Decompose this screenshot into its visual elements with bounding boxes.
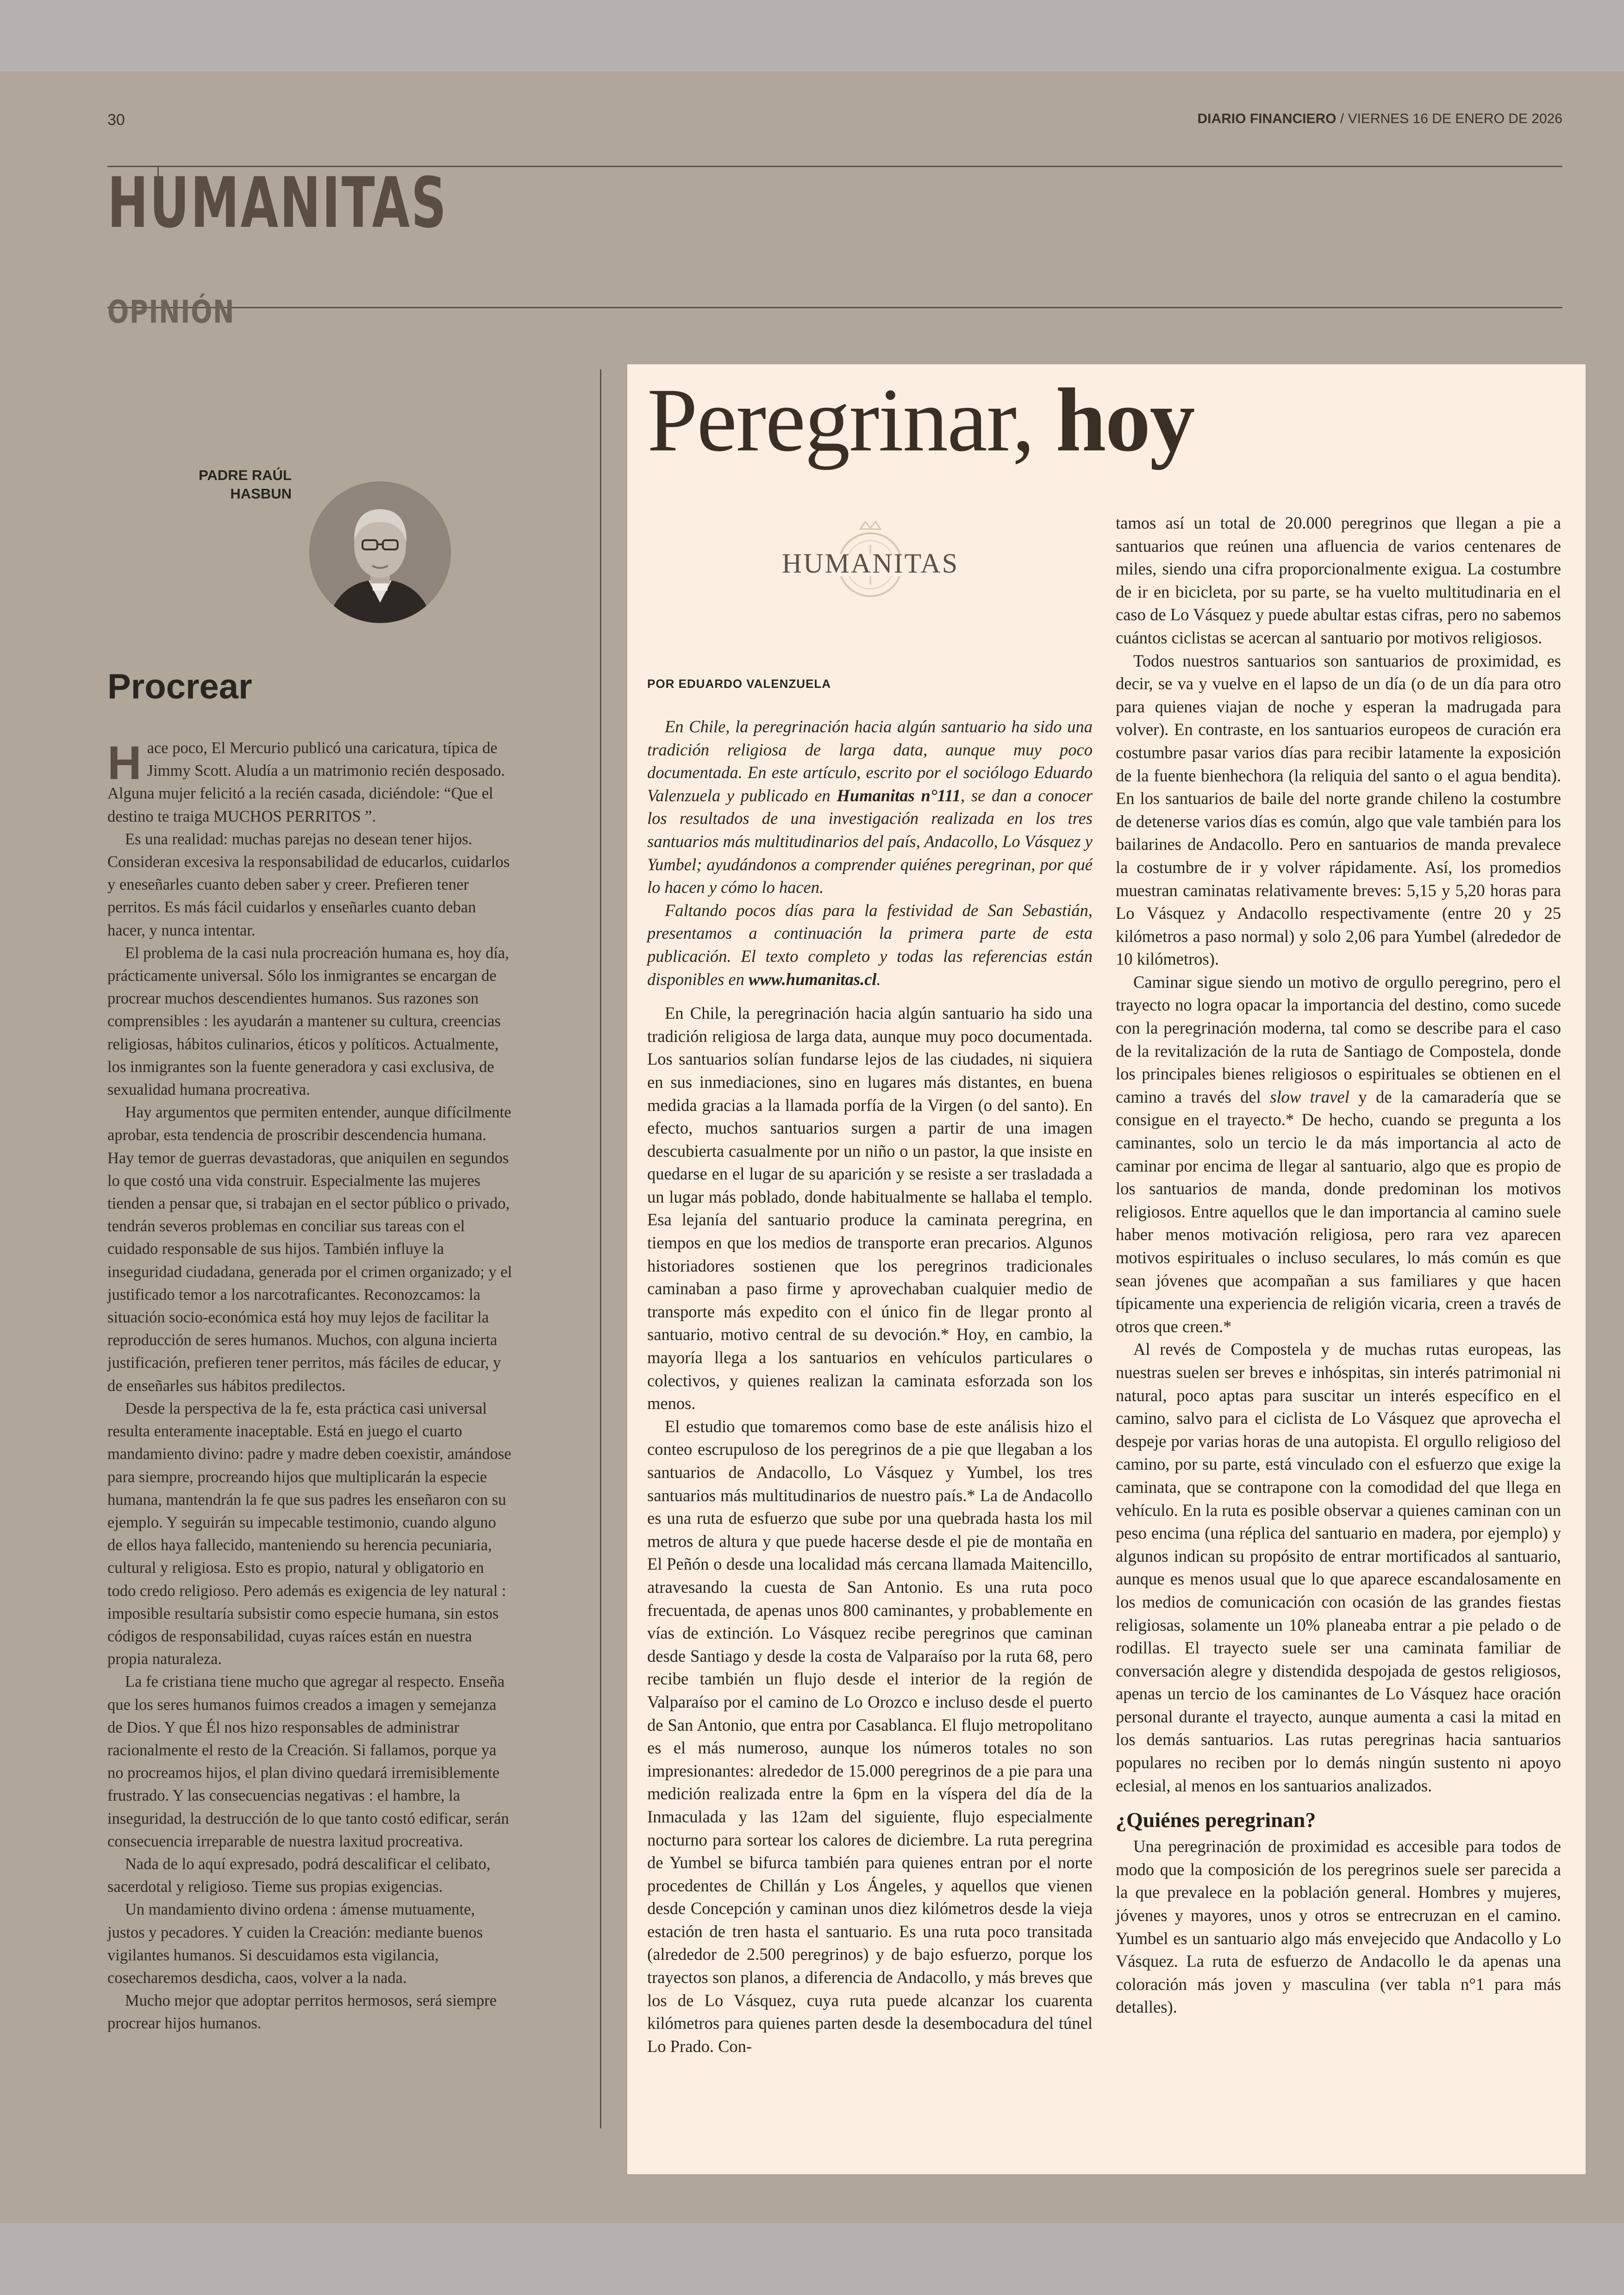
- intro-publication: Humanitas n°111: [837, 786, 961, 805]
- author-name-line2: HASBUN: [230, 486, 292, 502]
- column-divider: [600, 369, 601, 2128]
- article-text: y de la camaradería que se consigue en el trayecto.* De hecho, cuando se pregunta a los caminantes, solo un tercio le da más importancia al acto de caminar por encima de llegar al santuario, algo que es propio de los santuarios de manda, donde predominan los motivos religiosos. Entre aquellos que le dan importancia al camino suele haber menos motivación religiosa, pero rara vez aparecen motivos espirituales o incluso seculares, lo más común es que sean jóvenes que acompañan a sus familiares y que hacen típicamente una experiencia de religión vicaria, creen a través de otros que creen.*: [1116, 1087, 1561, 1336]
- article-paragraph: [1116, 971, 1561, 1338]
- opinion-body: [107, 737, 515, 2035]
- issue-date: / VIERNES 16 DE ENERO DE 2026: [1340, 111, 1562, 126]
- article-subhead: ¿Quiénes peregrinan?: [1116, 1808, 1316, 1832]
- opinion-paragraph: Es una realidad: muchas parejas no desean tener hijos. Consideran excesiva la responsabilidad de educarlos, cuidarlos y eneseñarles cuanto deben saber y creer. Prefieren tener perritos. Es más fácil cuidarlos y enseñarles cuanto deban hacer, y nunca intentar.: [107, 830, 510, 939]
- opinion-paragraph: [107, 737, 515, 828]
- website-link[interactable]: www.humanitas.cl: [748, 969, 877, 989]
- humanitas-seal-icon: [762, 507, 979, 616]
- article-intro: [647, 899, 1093, 991]
- logo-text: HUMANITAS: [781, 548, 959, 579]
- article-column-right: [1116, 511, 1561, 2019]
- article-column-left: [647, 715, 1093, 2058]
- opinion-paragraph: El problema de la casi nula procreación humana es, hoy día, prácticamente universal. Sólo los inmigrantes se encargan de procrear muchos descendientes humanos. Sus razones son comprensibles : les ayudarán a mantener su cultura, creencias religiosas, hábitos culinarios, éticos y políticos. Actualmente, los inmigrantes son la fuente generadora y casi exclusiva, de sexualidad humana procreativa.: [107, 944, 509, 1099]
- headline-light: Peregrinar,: [647, 370, 1056, 470]
- article-paragraph: tamos así un total de 20.000 peregrinos que llegan a pie a santuarios que reúnen una afluencia de varios centenares de miles, siendo una cifra proporcionalmente exigua. La costumbre de ir en bicicleta, por su parte, se ha vuelto multitudinaria en el caso de Lo Vásquez y puede abultar estas cifras, pero no sabemos cuántos ciclistas se acercan al santuario por motivos religiosos.: [1116, 513, 1561, 647]
- article-byline: POR EDUARDO VALENZUELA: [647, 677, 831, 691]
- author-name-line1: PADRE RAÚL: [199, 467, 292, 483]
- article-paragraph: Una peregrinación de proximidad es accesible para todos de modo que la composición de los peregrinos suele ser parecida a la que prevalece en la población general. Hombres y mujeres, jóvenes y mayores, unos y otros se entrecruzan en el camino. Yumbel es un santuario algo más envejecido que Andacollo y Lo Vásquez. La ruta de esfuerzo de Andacollo le da apenas una coloración más joven y masculina (ver tabla n°1 para más detalles).: [1116, 1837, 1561, 2017]
- drop-cap: H: [107, 736, 142, 789]
- article-paragraph: En Chile, la peregrinación hacia algún santuario ha sido una tradición religiosa de larga data, aunque muy poco documentada. Los santuarios solían fundarse lejos de las ciudades, ni siquiera en sus inmediaciones, sino en lugares más distantes, en buena medida gracias a la llamada porfía de la Virgen (o del santo). En efecto, muchos santuarios surgen a partir de una imagen descubierta casualmente por un niño o un pastor, la que insiste en quedarse en el lugar de su aparición y se resiste a ser trasladada a un lugar más poblado, donde habitualmente se hallaba el templo. Esa lejanía del santuario produce la caminata peregrina, en tiempos en que los medios de transporte eran precarios. Algunos historiadores sostienen que los peregrinos tradicionales caminaban a paso firme y aprovechaban cualquier medio de transporte más expedito con el único fin de llegar pronto al santuario, motivo central de su devoción.* Hoy, en cambio, la mayoría llega a los santuarios en vehículos particulares o colectivos, y quienes realizan la caminata esforzada son los menos.: [647, 1004, 1093, 1413]
- author-portrait-icon: [309, 481, 451, 623]
- opinion-label: OPINIÓN: [107, 294, 235, 331]
- opinion-paragraph: Mucho mejor que adoptar perritos hermosos, será siempre procrear hijos humanos.: [107, 1992, 497, 2033]
- article-paragraph: Al revés de Compostela y de muchas rutas europeas, las nuestras suelen ser breves e inhóspitas, sin interés patrimonial ni natural, poco aptas para suscitar un interés específico en el camino, salvo para el ciclista de Lo Vásquez que aprovecha el despeje por varias horas de una autopista. El orgullo religioso del camino, por su parte, está vinculado con el esfuerzo que exige la caminata, que se contrapone con la comodidad del que llega en vehículo. En la ruta es posible observar a quienes caminan con un peso encima (una réplica del santuario en madera, por ejemplo) y algunos indican su propósito de entrar mortificados al santuario, aunque es menos usual que lo que aparece escandalosamente en los medios de comunicación con ocasión de las grandes fiestas religiosas, solamente un 10% planeaba entrar a pie pelado o de rodillas. El trayecto suele ser una caminata familiar de conversación alegre y distendida despojada de gestos religiosos, apenas un tercio de los caminantes de Lo Vásquez hace oración personal durante el trayecto, aunque aumenta a casi la mitad en los demás santuarios. Las rutas peregrinas hacia santuarios populares no reciben por lo demás ningún sustento ni apoyo eclesial, al menos en los santuarios analizados.: [1116, 1340, 1561, 1795]
- opinion-paragraph-text: ace poco, El Mercurio publicó una caricatura, típica de Jimmy Scott. Aludía a un matrimonio recién desposado. Alguna mujer felicitó a la recién casada, diciéndole: “Que el destino te traiga MUCHOS PERRITOS ”.: [107, 739, 505, 825]
- page-number: 30: [107, 111, 125, 129]
- intro-text: .: [876, 969, 881, 989]
- headline-bold: hoy: [1056, 370, 1194, 470]
- publication-name: DIARIO FINANCIERO: [1197, 111, 1337, 126]
- article-intro: [647, 715, 1093, 899]
- opinion-paragraph: Nada de lo aquí expresado, podrá descalificar el celibato, sacerdotal y religioso. Tieme sus propias exigencias.: [107, 1855, 491, 1896]
- article-paragraph: Todos nuestros santuarios son santuarios de proximidad, es decir, se va y vuelve en el lapso de un día (o de un día para otro para quienes viajan de noche y esperan la madrugada para volver). En contraste, en los santuarios europeos de curación era costumbre pasar varios días para recibir latamente la exposición de la fuente bienhechora (la reliquia del santo o el agua bendita). En los santuarios de baile del norte grande chileno la costumbre de detenerse varios días es común, algo que vale también para los bailarines de Andacollo. Pero en santuarios de manda prevalece la costumbre de ir y volver rápidamente. Así, los promedios muestran caminatas relativamente breves: 5,15 y 5,20 horas para Lo Vásquez y Andacollo respectivamente (entre 20 y 25 kilómetros a paso normal) y solo 2,06 para Yumbel (alrededor de 10 kilómetros).: [1116, 651, 1561, 969]
- dateline: [1197, 111, 1562, 127]
- opinion-paragraph: Hay argumentos que permiten entender, aunque difícilmente aprobar, esta tendencia de proscribir descendencia humana. Hay temor de guerras devastadoras, que aniquilen en segundos lo que costó una vida construir. Especialmente las mujeres tienden a pensar que, si trabajan en el sector público o privado, tendrán severos problemas en conciliar sus tareas con el cuidado responsable de sus hijos. También influye la inseguridad ciudadana, generada por el crimen organizado; y el justificado temor a los narcotraficantes. Reconozcamos: la situación socio-económica está hoy muy lejos de facilitar la reproducción de seres humanos. Muchos, con alguna incierta justificación, prefieren tener perritos, más fáciles de educar, y de enseñarles sus hábitos predilectos.: [107, 1104, 512, 1395]
- opinion-title: Procrear: [107, 667, 252, 706]
- article-emphasis: slow travel: [1270, 1087, 1349, 1106]
- intro-text: Faltando pocos días para la festividad de San Sebastián, presentamos a continuación la primera parte de esta publicación. El texto completo y todas las referencias están disponibles en: [647, 900, 1093, 989]
- article-paragraph: El estudio que tomaremos como base de este análisis hizo el conteo escrupuloso de los peregrinos de a pie que llegaban a los santuarios de Andacollo, Lo Vásquez y Yumbel, los tres santuarios más multitudinarios de nuestro país.* La de Andacollo es una ruta de esfuerzo que sube por una quebrada hasta los mil metros de altura y que puede hacerse desde el pie de montaña en El Peñón o desde una localidad más cercana llamada Maitencillo, atravesando la cuesta de San Antonio. Es una ruta poco frecuentada, de apenas unos 800 caminantes, y probablemente en vías de extinción. Lo Vásquez recibe peregrinos que caminan desde Santiago y desde la costa de Valparaíso por la ruta 68, pero recibe también un flujo desde el interior de la región de Valparaíso por el camino de Lo Orozco e incluso desde el puerto de San Antonio, que entra por Casablanca. El flujo metropolitano es el más numeroso, aunque los números totales no son impresionantes: alrededor de 15.000 peregrinos de a pie para una medición realizada entre la 6pm en la víspera del día de la Inmaculada y las 12am del siguiente, flujo especialmente nocturno para sortear los calores de diciembre. La ruta peregrina de Yumbel se bifurca también para quienes entran por el norte procedentes de Chillán y Los Ángeles, y aquellos que vienen desde Concepción y caminan unos diez kilómetros desde la vieja estación de tren hasta el santuario. Es una ruta poco transitada (alrededor de 2.500 peregrinos) y de bajo esfuerzo, porque los trayectos son planos, a diferencia de Andacollo, y más breves que los de Lo Vásquez, cuya ruta puede alcanzar los cuarenta kilómetros para quienes parten desde la desembocadura del túnel Lo Prado. Con-: [647, 1416, 1093, 2056]
- section-rule: [107, 307, 1562, 308]
- opinion-paragraph: Desde la perspectiva de la fe, esta práctica casi universal resulta enteramente inaceptable. Está en juego el cuarto mandamiento divino: padre y madre deben coexistir, amándose para siempre, procreando hijos que multiplicarán la especie humana, mantendrán la fe que sus padres les enseñaron con su ejemplo. Y seguirán su impecable testimonio, cuando alguno de ellos haya fallecido, manteniendo su herencia pecuniaria, cultural y religiosa. Esto es propio, natural y obligatorio en todo credo religioso. Pero además es exigencia de ley natural : imposible resultaría subsistir como especie humana, sin estos códigos de responsabilidad, cuyas raíces están en nuestra propia naturaleza.: [107, 1399, 512, 1668]
- intro-text: En Chile, la peregrinación hacia algún santuario ha sido una tradición religiosa de larga data, aunque muy poco documentada. En este artículo, escrito por el sociólogo Eduardo Valenzuela y publicado en: [647, 717, 1093, 805]
- humanitas-logo: [762, 507, 979, 616]
- intro-text: , se dan a conocer los resultados de una investigación realizada en los tres santuarios más multitudinarios del país, Andacollo, Lo Vásquez y Yumbel; ayudándonos a comprender quiénes peregrinan, por qué lo hacen y cómo lo hacen.: [647, 786, 1093, 897]
- article-headline: [647, 368, 1194, 472]
- opinion-paragraph: Un mandamiento divino ordena : ámense mutuamente, justos y pecadores. Y cuiden la Creación: mediante buenos vigilantes humanos. Si descuidamos esta vigilancia, cosecharemos desdicha, caos, volver a la nada.: [107, 1901, 483, 1987]
- section-title: HUMANITAS: [107, 163, 448, 243]
- opinion-paragraph: La fe cristiana tiene mucho que agregar al respecto. Enseña que los seres humanos fuimos creados a imagen y semejanza de Dios. Y que Él nos hizo responsables de administrar racionalmente el resto de la Creación. Si fallamos, porque ya no procreamos hijos, el plan divino quedará irremisiblemente frustrado. Y las consecuencias negativas : el hambre, la inseguridad, la destrucción de lo que tanto costó edificar, serán consecuencia irreparable de nuestra laxitud procreativa.: [107, 1673, 509, 1850]
- article-text: Caminar sigue siendo un motivo de orgullo peregrino, pero el trayecto no logra opacar la importancia del destino, como sucede con la peregrinación moderna, tal como se describe para el caso de la revitalización de la ruta de Santiago de Compostela, donde los principales bienes religiosos o espirituales se obtienen en el camino a través del: [1116, 972, 1561, 1106]
- opinion-author: [153, 466, 292, 503]
- author-avatar: [309, 481, 451, 623]
